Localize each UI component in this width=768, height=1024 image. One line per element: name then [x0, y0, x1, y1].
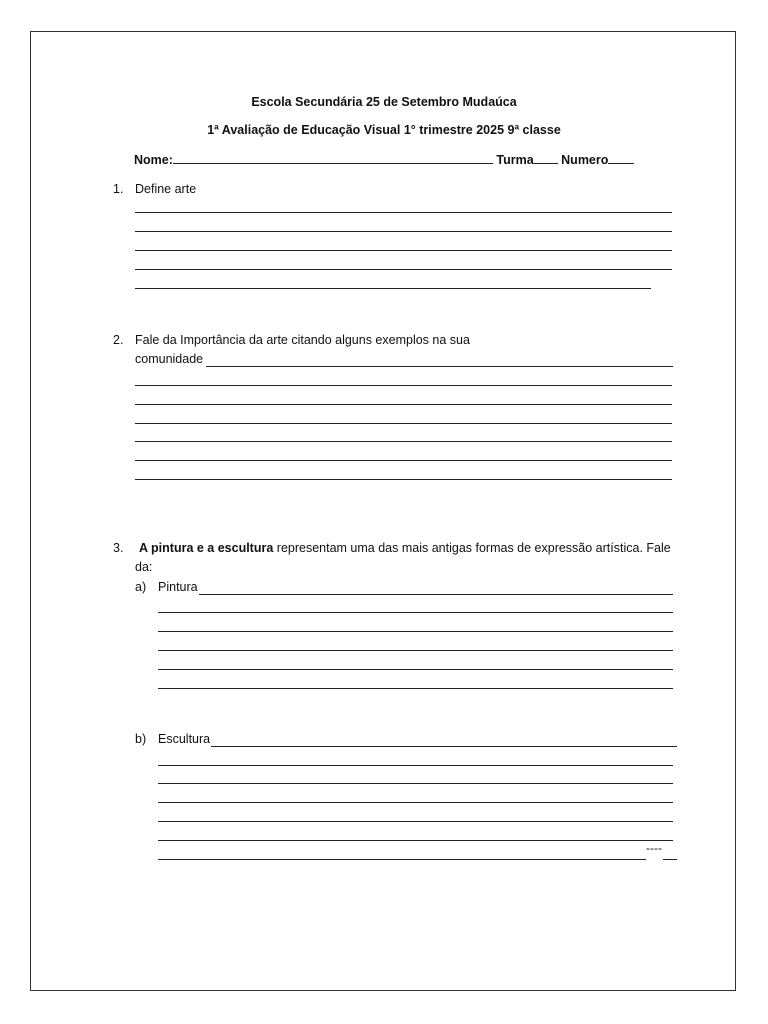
answer-line-3b-end[interactable] — [663, 859, 677, 860]
answer-line-q2[interactable] — [135, 423, 672, 424]
answer-line-q2[interactable] — [135, 441, 672, 442]
question-3-bold-text: A pintura e a escultura — [139, 541, 274, 555]
sub-item-b-letter: b) — [135, 732, 147, 746]
question-1-text: Define arte — [135, 182, 197, 196]
student-info-line — [134, 153, 634, 167]
answer-line-q2[interactable] — [135, 404, 672, 405]
answer-line-q1[interactable] — [135, 231, 672, 232]
school-title: Escola Secundária 25 de Setembro Mudaúca — [251, 95, 517, 109]
answer-line-q1[interactable] — [135, 269, 672, 270]
name-input-line[interactable] — [173, 163, 493, 164]
answer-line-3a[interactable] — [158, 650, 673, 651]
sub-item-b-label: Escultura — [158, 732, 211, 746]
question-3-rest-text: representam uma das mais antigas formas de expressão artística. Fale — [276, 541, 671, 555]
answer-line-q2[interactable] — [135, 385, 672, 386]
class-label: Turma — [496, 153, 534, 167]
answer-line-q2[interactable] — [135, 479, 672, 480]
answer-line-3b[interactable] — [158, 765, 673, 766]
answer-line-3a[interactable] — [199, 594, 673, 595]
number-input-line[interactable] — [608, 163, 634, 164]
sub-item-a-letter: a) — [135, 580, 147, 594]
assessment-title: 1ª Avaliação de Educação Visual 1° trimestre 2025 9ª classe — [207, 123, 561, 137]
answer-line-3b[interactable] — [158, 802, 673, 803]
answer-line-3b[interactable] — [158, 821, 673, 822]
answer-line-3a[interactable] — [158, 631, 673, 632]
answer-line-3a[interactable] — [158, 669, 673, 670]
name-label: Nome: — [134, 153, 173, 167]
number-label: Numero — [561, 153, 609, 167]
answer-line-q2[interactable] — [135, 460, 672, 461]
question-3-text-cont: da: — [135, 560, 153, 574]
answer-line-q1[interactable] — [135, 212, 672, 213]
answer-line-q2[interactable] — [206, 366, 673, 367]
answer-line-3b[interactable] — [211, 746, 677, 747]
answer-line-3b[interactable] — [158, 859, 646, 860]
answer-line-3b[interactable] — [158, 840, 673, 841]
sub-item-a-label: Pintura — [158, 580, 198, 594]
question-1-number: 1. — [113, 182, 124, 196]
question-2-number: 2. — [113, 333, 124, 347]
answer-line-3b[interactable] — [158, 783, 673, 784]
end-marks: ---- — [646, 841, 662, 855]
question-3-text — [139, 541, 671, 555]
question-2-text: Fale da Importância da arte citando alguns exemplos na sua — [135, 333, 470, 347]
answer-line-q1[interactable] — [135, 288, 651, 289]
question-2-text-cont: comunidade — [135, 352, 204, 366]
answer-line-q1[interactable] — [135, 250, 672, 251]
question-3-number: 3. — [113, 541, 124, 555]
class-input-line[interactable] — [534, 163, 558, 164]
answer-line-3a[interactable] — [158, 612, 673, 613]
page-border — [30, 31, 736, 991]
answer-line-3a[interactable] — [158, 688, 673, 689]
